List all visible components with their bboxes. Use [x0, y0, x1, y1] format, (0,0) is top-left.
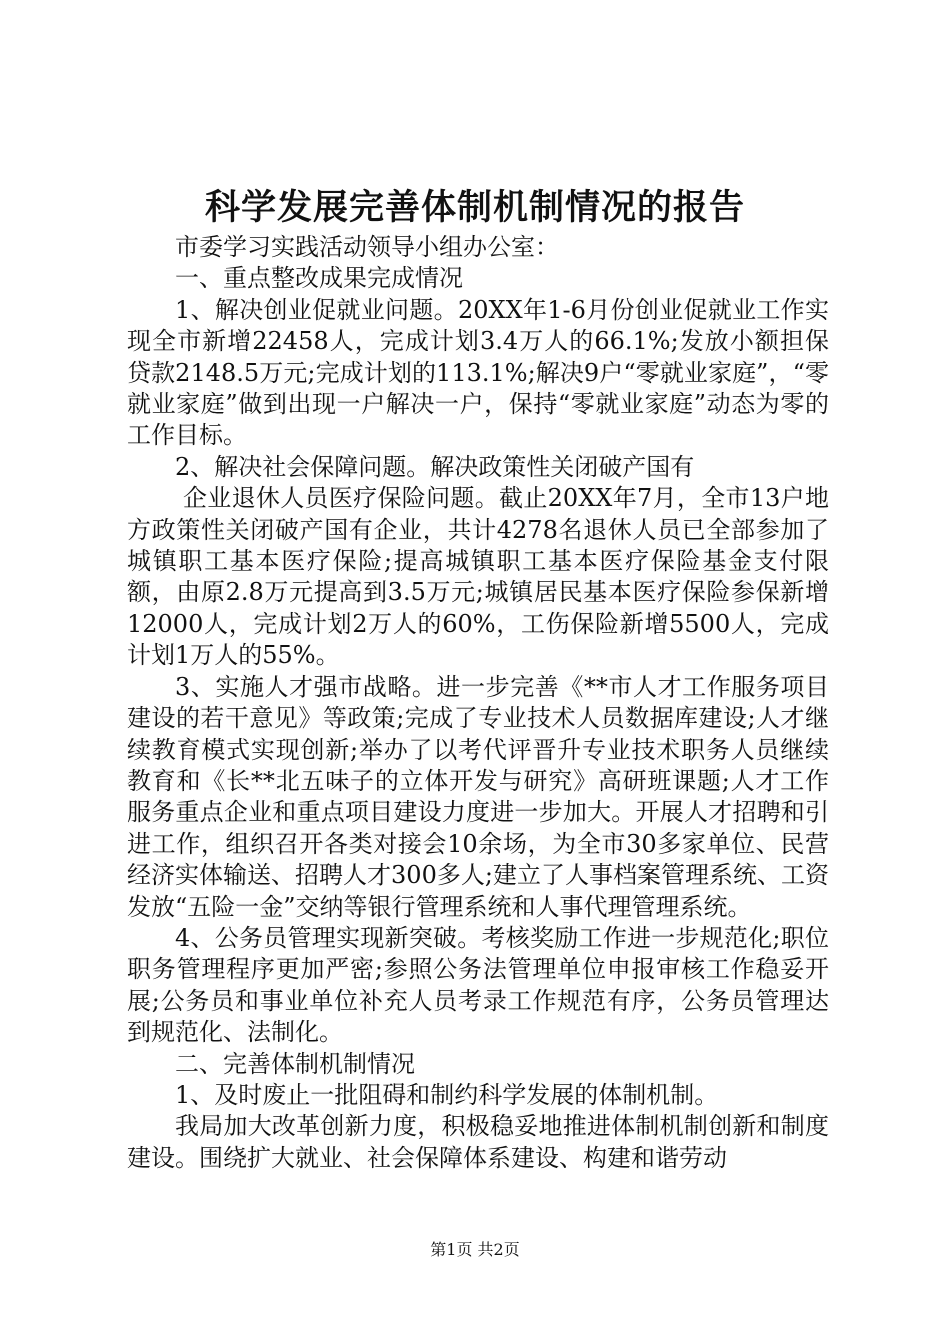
paragraph-reform-innovation: 我局加大改革创新力度，积极稳妥地推进体制机制创新和制度建设。围绕扩大就业、社会保障体系建设、构建和谐劳动	[127, 1112, 829, 1172]
document-body	[127, 232, 829, 1174]
paragraph-social-security: 企业退休人员医疗保险问题。截止20XX年7月，全市13户地方政策性关闭破产国有企业，共计4278名退休人员已全部参加了城镇职工基本医疗保险;提高城镇职工基本医疗保险基金支付限额，由原2.8万元提高到3.5万元;城镇居民基本医疗保险参保新增12000人，完成计划2万人的60%，工伤保险新增5500人，完成计划1万人的55%。	[127, 484, 829, 670]
paragraph-talent-strategy: 3、实施人才强市战略。进一步完善《**市人才工作服务项目建设的若干意见》等政策;完成了专业技术人员数据库建设;人才继续教育模式实现创新;举办了以考代评晋升专业技术职务人员继续教育和《长**北五味子的立体开发与研究》高研班课题;人才工作服务重点企业和重点项目建设力度进一步加大。开展人才招聘和引进工作，组织召开各类对接会10余场，为全市30多家单位、民营经济实体输送、招聘人才300多人;建立了人事档案管理系统、工资发放“五险一金”交纳等银行管理系统和人事代理管理系统。	[127, 672, 829, 921]
section-heading-1: 一、重点整改成果完成情况	[175, 264, 463, 293]
page-footer: 第1页 共2页	[430, 1240, 520, 1259]
paragraph-abolish-mechanisms: 1、及时废止一批阻碍和制约科学发展的体制机制。	[175, 1080, 719, 1109]
section-heading-2: 二、完善体制机制情况	[175, 1049, 415, 1078]
document-title: 科学发展完善体制机制情况的报告	[204, 187, 745, 228]
salutation: 市委学习实践活动领导小组办公室：	[175, 233, 559, 261]
paragraph-employment: 1、解决创业促就业问题。20XX年1-6月份创业促就业工作实现全市新增22458人，完成计划3.4万人的66.1%;发放小额担保贷款2148.5万元;完成计划的113.1%;解决9户“零就业家庭”，“零就业家庭”做到出现一户解决一户，保持“零就业家庭”动态为零的工作目标。	[127, 295, 829, 450]
paragraph-civil-servant: 4、公务员管理实现新突破。考核奖励工作进一步规范化;职位职务管理程序更加严密;参照公务法管理单位申报审核工作稳妥开展;公务员和事业单位补充人员考录工作规范有序，公务员管理达到规范化、法制化。	[127, 923, 829, 1047]
paragraph-social-security-heading: 2、解决社会保障问题。解决政策性关闭破产国有	[175, 452, 695, 481]
